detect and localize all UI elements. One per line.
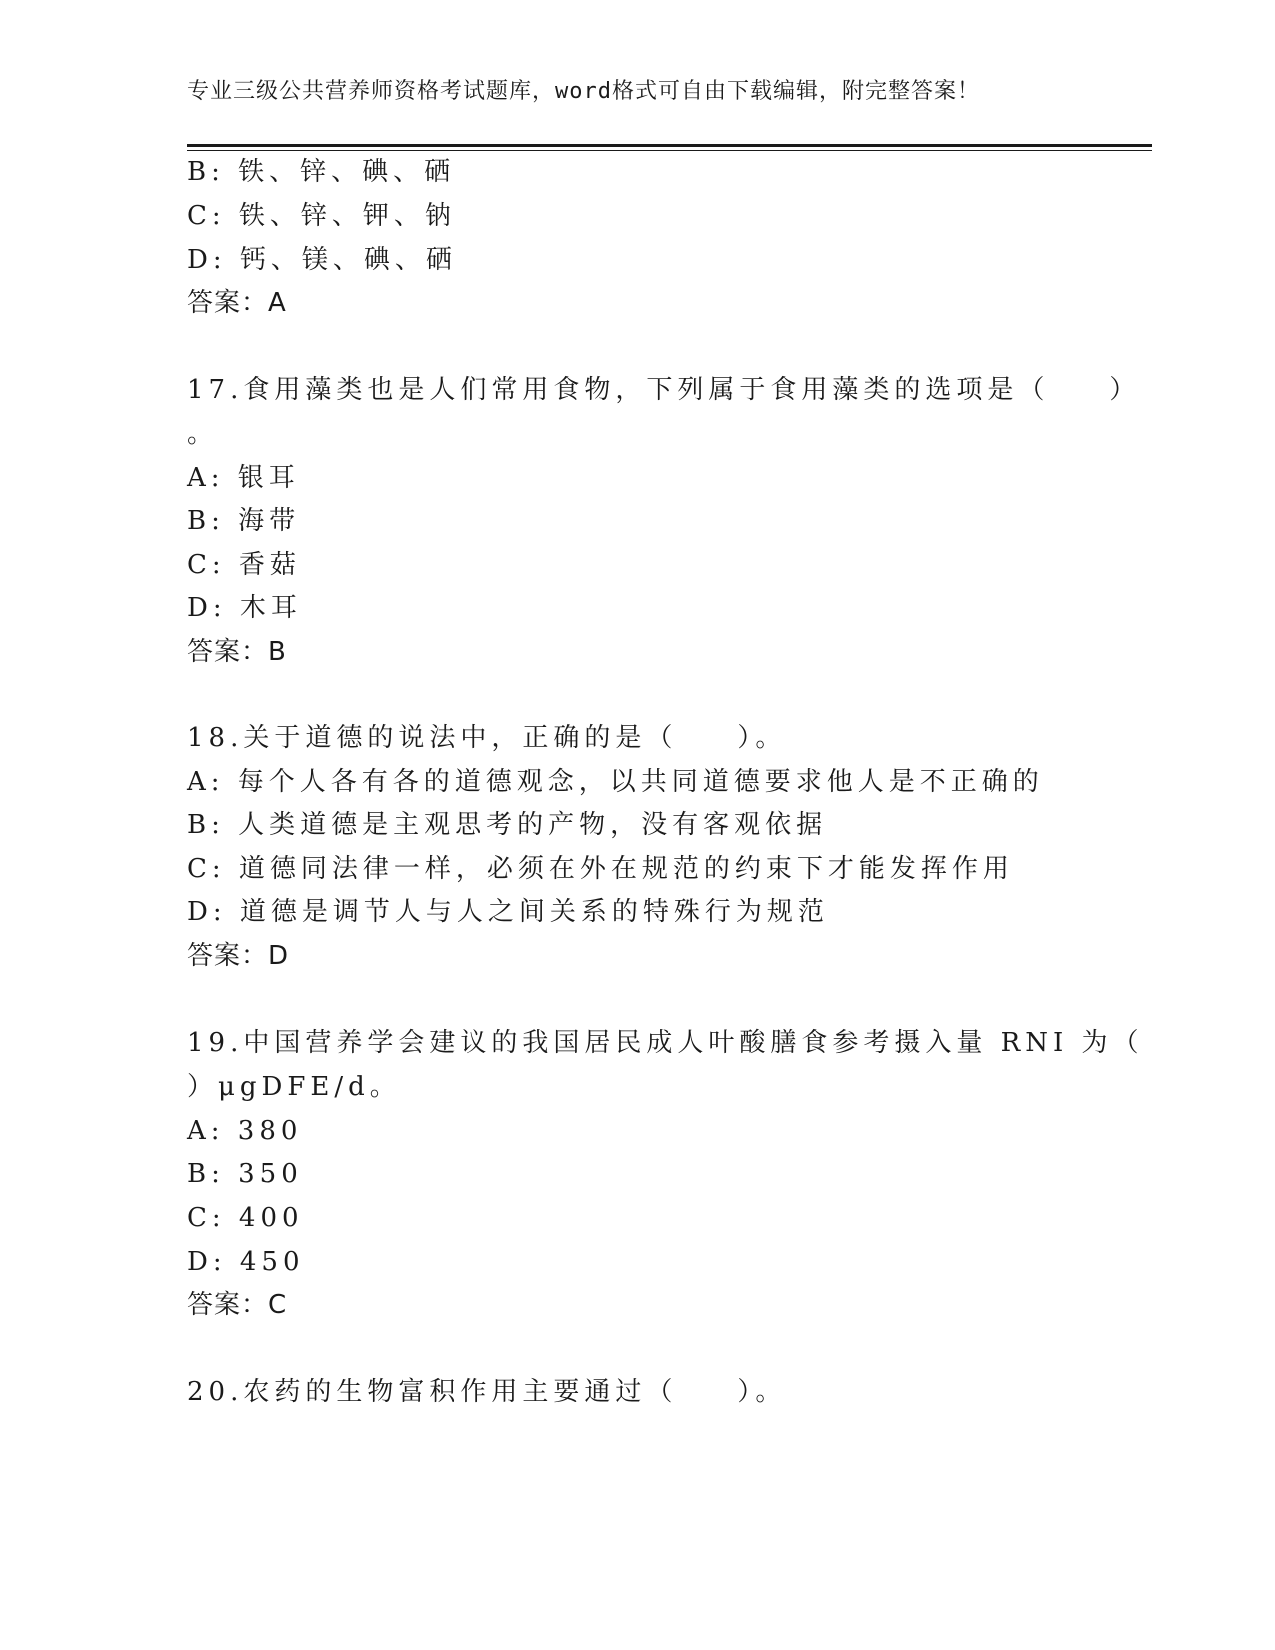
q19-option-c: C: 400 bbox=[187, 1203, 304, 1233]
q17-option-b: B: 海带 bbox=[187, 506, 301, 536]
q18-answer: 答案：D bbox=[187, 941, 290, 971]
q18-question-text: 18.关于道德的说法中，正确的是（ bbox=[187, 723, 678, 753]
q19-option-b: B: 350 bbox=[187, 1159, 303, 1189]
q19-question-line1: 19.中国营养学会建议的我国居民成人叶酸膳食参考摄入量 RNI 为（ bbox=[187, 1028, 1144, 1058]
q20-question-close: ）。 bbox=[737, 1377, 787, 1407]
q18-option-b: B: 人类道德是主观思考的产物，没有客观依据 bbox=[187, 810, 828, 840]
header-divider-thick bbox=[187, 144, 1152, 147]
page-header: 专业三级公共营养师资格考试题库，word格式可自由下载编辑，附完整答案！ bbox=[187, 79, 980, 104]
q18-option-c: C: 道德同法律一样，必须在外在规范的约束下才能发挥作用 bbox=[187, 854, 1014, 884]
q16-option-b: B: 铁、锌、碘、硒 bbox=[187, 157, 456, 187]
q16-answer: 答案：A bbox=[187, 288, 287, 318]
q19-option-d: D: 450 bbox=[187, 1247, 305, 1277]
q16-option-c: C: 铁、锌、钾、钠 bbox=[187, 201, 456, 231]
q20-question bbox=[187, 1377, 786, 1407]
q19-answer: 答案：C bbox=[187, 1290, 288, 1320]
q17-question-tail: 。 bbox=[187, 419, 219, 449]
q17-question bbox=[187, 375, 1140, 405]
q17-question-text: 17.食用藻类也是人们常用食物，下列属于食用藻类的选项是（ bbox=[187, 375, 1050, 405]
q16-option-d: D: 钙、镁、碘、硒 bbox=[187, 245, 457, 275]
q18-option-d: D: 道德是调节人与人之间关系的特殊行为规范 bbox=[187, 897, 829, 927]
q17-question-close: ） bbox=[1109, 375, 1141, 405]
q17-option-d: D: 木耳 bbox=[187, 593, 302, 623]
q19-question-line2: ）μgDFE/d。 bbox=[187, 1072, 401, 1102]
q17-option-c: C: 香菇 bbox=[187, 550, 301, 580]
q18-option-a: A: 每个人各有各的道德观念，以共同道德要求他人是不正确的 bbox=[187, 767, 1044, 797]
q17-option-a: A: 银耳 bbox=[187, 463, 300, 493]
q19-option-a: A: 380 bbox=[187, 1116, 303, 1146]
q17-answer: 答案：B bbox=[187, 637, 287, 667]
q18-question bbox=[187, 723, 786, 753]
q20-question-text: 20.农药的生物富积作用主要通过（ bbox=[187, 1377, 678, 1407]
q18-question-close: ）。 bbox=[737, 723, 787, 753]
header-divider-thin bbox=[187, 150, 1152, 151]
